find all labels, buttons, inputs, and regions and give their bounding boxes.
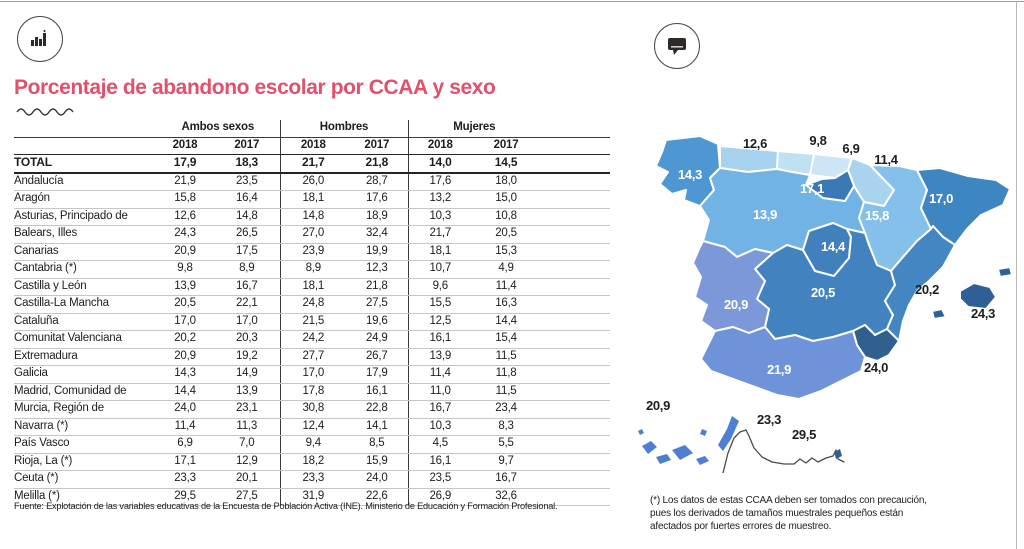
- region-label: Balears, Illes: [14, 226, 156, 244]
- value-cell: 9,6: [408, 278, 472, 296]
- spacer-cell: [540, 383, 610, 401]
- value-cell: 18,0: [472, 173, 540, 191]
- value-cell: 12,9: [214, 453, 280, 471]
- year-header: 2017: [472, 137, 540, 155]
- bar-chart-glyph: [30, 29, 50, 49]
- value-cell: 17,0: [280, 366, 346, 384]
- value-cell: 18,1: [280, 191, 346, 209]
- map-label-ceuta: 23,3: [756, 412, 782, 427]
- value-cell: 8,3: [472, 418, 540, 436]
- table-row: [14, 418, 610, 436]
- year-header: 2018: [408, 137, 472, 155]
- page-title: Porcentaje de abandono escolar por CCAA y sexo: [14, 76, 496, 99]
- spacer-cell: [540, 155, 610, 173]
- table-row: [14, 471, 610, 489]
- table-row: [14, 436, 610, 454]
- value-cell: 19,9: [346, 243, 408, 261]
- title-underline-squiggle: [15, 106, 79, 116]
- map-label-balears: 24,3: [970, 306, 996, 321]
- region-label: Rioja, La (*): [14, 453, 156, 471]
- value-cell: 10,3: [408, 208, 472, 226]
- value-cell: 16,7: [472, 471, 540, 489]
- region-label: Cataluña: [14, 313, 156, 331]
- value-cell: 18,1: [280, 278, 346, 296]
- region-label: Murcia, Región de: [14, 401, 156, 419]
- value-cell: 12,5: [408, 313, 472, 331]
- value-cell: 15,4: [472, 331, 540, 349]
- value-cell: 19,6: [346, 313, 408, 331]
- spacer-cell: [540, 418, 610, 436]
- region-label: Cantabria (*): [14, 261, 156, 279]
- value-cell: 15,9: [346, 453, 408, 471]
- map-label-navarra: 11,4: [874, 152, 898, 167]
- spacer-cell: [540, 137, 610, 155]
- value-cell: 23,3: [280, 471, 346, 489]
- value-cell: 20,2: [156, 331, 214, 349]
- table-group-header-row: [14, 120, 610, 137]
- table-row: [14, 155, 610, 173]
- value-cell: 21,7: [408, 226, 472, 244]
- comment-icon: [654, 23, 700, 69]
- africa-coastline: [723, 430, 844, 473]
- spacer-cell: [540, 366, 610, 384]
- map-label-cantabria: 9,8: [809, 133, 827, 148]
- value-cell: 17,0: [214, 313, 280, 331]
- value-cell: 19,2: [214, 348, 280, 366]
- value-cell: 11,4: [156, 418, 214, 436]
- region-label: País Vasco: [14, 436, 156, 454]
- value-cell: 11,8: [472, 366, 540, 384]
- value-cell: 24,8: [280, 296, 346, 314]
- map-label-asturias: 12,6: [742, 136, 768, 151]
- table-row: [14, 453, 610, 471]
- region-label: Extremadura: [14, 348, 156, 366]
- region-label: Castilla-La Mancha: [14, 296, 156, 314]
- region-label: Galicia: [14, 366, 156, 384]
- value-cell: 30,8: [280, 401, 346, 419]
- value-cell: 11,5: [472, 383, 540, 401]
- spacer-cell: [540, 453, 610, 471]
- map-label-cataluna: 17,0: [928, 191, 954, 206]
- spacer-cell: [540, 401, 610, 419]
- table-year-header-row: [14, 137, 610, 155]
- spacer-cell: [540, 120, 610, 137]
- table-row: [14, 173, 610, 191]
- value-cell: 8,5: [346, 436, 408, 454]
- value-cell: 14,4: [472, 313, 540, 331]
- spacer-cell: [540, 243, 610, 261]
- region-label: Canarias: [14, 243, 156, 261]
- corner-cell: [14, 137, 156, 155]
- value-cell: 23,5: [408, 471, 472, 489]
- value-cell: 20,3: [214, 331, 280, 349]
- value-cell: 21,8: [346, 155, 408, 173]
- value-cell: 24,0: [156, 401, 214, 419]
- value-cell: 15,0: [472, 191, 540, 209]
- value-cell: 10,7: [408, 261, 472, 279]
- value-cell: 20,9: [156, 348, 214, 366]
- region-label: Comunitat Valenciana: [14, 331, 156, 349]
- value-cell: 24,3: [156, 226, 214, 244]
- value-cell: 6,9: [156, 436, 214, 454]
- map-label-madrid: 14,4: [820, 239, 846, 254]
- map-label-comunitat-valenciana: 20,2: [914, 282, 940, 297]
- value-cell: 26,0: [280, 173, 346, 191]
- value-cell: 4,9: [472, 261, 540, 279]
- value-cell: 11,5: [472, 348, 540, 366]
- top-border-rule: [0, 1, 1024, 2]
- table-body: [14, 155, 610, 506]
- value-cell: 17,5: [214, 243, 280, 261]
- region-label: Melilla (*): [14, 488, 156, 506]
- value-cell: 16,7: [214, 278, 280, 296]
- spacer-cell: [540, 471, 610, 489]
- value-cell: 13,9: [408, 348, 472, 366]
- value-cell: 18,3: [214, 155, 280, 173]
- comment-glyph: [666, 36, 688, 56]
- value-cell: 15,5: [408, 296, 472, 314]
- region-label: Navarra (*): [14, 418, 156, 436]
- value-cell: 10,3: [408, 418, 472, 436]
- spacer-cell: [540, 278, 610, 296]
- value-cell: 27,7: [280, 348, 346, 366]
- value-cell: 15,8: [156, 191, 214, 209]
- table-row: [14, 331, 610, 349]
- table-row: [14, 348, 610, 366]
- value-cell: 8,9: [280, 261, 346, 279]
- value-cell: 21,9: [156, 173, 214, 191]
- value-cell: 17,6: [408, 173, 472, 191]
- spacer-cell: [540, 436, 610, 454]
- value-cell: 26,7: [346, 348, 408, 366]
- value-cell: 18,9: [346, 208, 408, 226]
- value-cell: 5,5: [472, 436, 540, 454]
- value-cell: 14,8: [214, 208, 280, 226]
- table-row: [14, 208, 610, 226]
- value-cell: 10,8: [472, 208, 540, 226]
- value-cell: 31,9: [280, 488, 346, 506]
- spacer-cell: [540, 173, 610, 191]
- value-cell: 7,0: [214, 436, 280, 454]
- table-row: [14, 191, 610, 209]
- region-label: Ceuta (*): [14, 471, 156, 489]
- value-cell: 14,3: [156, 366, 214, 384]
- value-cell: 23,9: [280, 243, 346, 261]
- value-cell: 16,3: [472, 296, 540, 314]
- value-cell: 18,1: [408, 243, 472, 261]
- right-border-rule: [1016, 1, 1017, 549]
- region-label: Madrid, Comunidad de: [14, 383, 156, 401]
- table-row: [14, 261, 610, 279]
- value-cell: 15,3: [472, 243, 540, 261]
- value-cell: 16,7: [408, 401, 472, 419]
- year-header: 2017: [346, 137, 408, 155]
- value-cell: 17,9: [156, 155, 214, 173]
- value-cell: 17,1: [156, 453, 214, 471]
- value-cell: 17,6: [346, 191, 408, 209]
- spacer-cell: [540, 226, 610, 244]
- value-cell: 29,5: [156, 488, 214, 506]
- value-cell: 14,5: [472, 155, 540, 173]
- value-cell: 11,4: [472, 278, 540, 296]
- value-cell: 14,4: [156, 383, 214, 401]
- map-label-melilla: 29,5: [791, 427, 817, 442]
- column-group-ambos-sexos: Ambos sexos: [156, 120, 280, 137]
- table-row: [14, 296, 610, 314]
- map-label-galicia: 14,3: [677, 167, 703, 182]
- value-cell: 21,5: [280, 313, 346, 331]
- value-cell: 12,4: [280, 418, 346, 436]
- value-cell: 23,5: [214, 173, 280, 191]
- spain-map: [636, 128, 1016, 473]
- value-cell: 4,5: [408, 436, 472, 454]
- value-cell: 16,1: [408, 331, 472, 349]
- value-cell: 14,8: [280, 208, 346, 226]
- value-cell: 27,5: [346, 296, 408, 314]
- map-region-canarias: [638, 416, 739, 465]
- value-cell: 13,9: [156, 278, 214, 296]
- value-cell: 12,6: [156, 208, 214, 226]
- value-cell: 24,2: [280, 331, 346, 349]
- map-label-canarias: 20,9: [645, 398, 671, 413]
- table-row: [14, 243, 610, 261]
- value-cell: 14,1: [346, 418, 408, 436]
- region-label: Andalucía: [14, 173, 156, 191]
- map-label-andalucia: 21,9: [766, 362, 792, 377]
- value-cell: 16,1: [408, 453, 472, 471]
- value-cell: 26,5: [214, 226, 280, 244]
- spacer-cell: [540, 261, 610, 279]
- map-footnote: (*) Los datos de estas CCAA deben ser tomados con precaución, pues los derivados de tamaños muestrales pequeños están afectados por fuertes errores de muestreo.: [650, 495, 927, 532]
- value-cell: 26,9: [408, 488, 472, 506]
- table-row: [14, 366, 610, 384]
- dropout-table: [14, 120, 610, 506]
- region-label: TOTAL: [14, 155, 156, 173]
- spacer-cell: [540, 313, 610, 331]
- value-cell: 14,9: [214, 366, 280, 384]
- spacer-cell: [540, 348, 610, 366]
- table-row: [14, 401, 610, 419]
- value-cell: 11,0: [408, 383, 472, 401]
- spacer-cell: [540, 296, 610, 314]
- map-region-extremadura: [693, 241, 773, 333]
- map-label-pais-vasco: 6,9: [842, 141, 860, 156]
- year-header: 2017: [214, 137, 280, 155]
- value-cell: 23,1: [214, 401, 280, 419]
- bar-chart-icon: [17, 16, 63, 62]
- value-cell: 22,6: [346, 488, 408, 506]
- table-row: [14, 278, 610, 296]
- column-group-hombres: Hombres: [280, 120, 408, 137]
- value-cell: 20,1: [214, 471, 280, 489]
- value-cell: 16,4: [214, 191, 280, 209]
- value-cell: 11,4: [408, 366, 472, 384]
- value-cell: 20,5: [472, 226, 540, 244]
- spacer-cell: [540, 208, 610, 226]
- value-cell: 8,9: [214, 261, 280, 279]
- value-cell: 18,2: [280, 453, 346, 471]
- value-cell: 20,5: [156, 296, 214, 314]
- map-label-aragon: 15,8: [864, 208, 890, 223]
- region-label: Aragón: [14, 191, 156, 209]
- year-header: 2018: [156, 137, 214, 155]
- map-label-la-rioja: 17,1: [799, 181, 825, 196]
- value-cell: 20,9: [156, 243, 214, 261]
- value-cell: 27,0: [280, 226, 346, 244]
- value-cell: 28,7: [346, 173, 408, 191]
- value-cell: 21,7: [280, 155, 346, 173]
- spacer-cell: [540, 331, 610, 349]
- value-cell: 12,3: [346, 261, 408, 279]
- map-label-murcia: 24,0: [863, 360, 889, 375]
- source-note: Fuente: Explotación de las variables educativas de la Encuesta de Población Activa (INE). Ministerio de Educación y Formación Profesional.: [14, 501, 558, 511]
- value-cell: 17,0: [156, 313, 214, 331]
- map-label-extremadura: 20,9: [723, 297, 749, 312]
- value-cell: 13,9: [214, 383, 280, 401]
- map-label-castilla-y-leon: 13,9: [752, 207, 778, 222]
- value-cell: 13,2: [408, 191, 472, 209]
- table-row: [14, 226, 610, 244]
- value-cell: 17,8: [280, 383, 346, 401]
- year-header: 2018: [280, 137, 346, 155]
- table-row: [14, 383, 610, 401]
- value-cell: 27,5: [214, 488, 280, 506]
- corner-cell: [14, 120, 156, 137]
- value-cell: 21,8: [346, 278, 408, 296]
- value-cell: 24,9: [346, 331, 408, 349]
- value-cell: 17,9: [346, 366, 408, 384]
- value-cell: 32,6: [472, 488, 540, 506]
- value-cell: 9,4: [280, 436, 346, 454]
- value-cell: 23,4: [472, 401, 540, 419]
- value-cell: 16,1: [346, 383, 408, 401]
- map-label-castilla-la-mancha: 20,5: [810, 285, 836, 300]
- value-cell: 23,3: [156, 471, 214, 489]
- spacer-cell: [540, 191, 610, 209]
- value-cell: 11,3: [214, 418, 280, 436]
- value-cell: 9,8: [156, 261, 214, 279]
- region-label: Asturias, Principado de: [14, 208, 156, 226]
- value-cell: 24,0: [346, 471, 408, 489]
- value-cell: 9,7: [472, 453, 540, 471]
- table-row: [14, 313, 610, 331]
- value-cell: 22,8: [346, 401, 408, 419]
- region-label: Castilla y León: [14, 278, 156, 296]
- value-cell: 32,4: [346, 226, 408, 244]
- column-group-mujeres: Mujeres: [408, 120, 540, 137]
- value-cell: 14,0: [408, 155, 472, 173]
- value-cell: 22,1: [214, 296, 280, 314]
